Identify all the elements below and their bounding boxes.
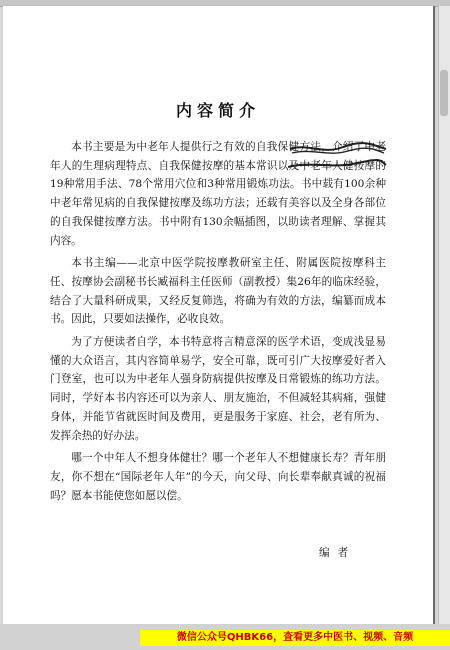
document-page — [3, 6, 433, 624]
paragraph-2: 本书主编——北京中医学院按摩教研室主任、附属医院按摩科主任、按摩协会副秘书长臧福科主任医师（副教授）集26年的临床经验，结合了大量科研成果，又经反复筛选，将确为有效的方法，编纂而成本书。因此，只要如法操作，必收良效。 — [50, 257, 386, 326]
paragraph-4: 哪一个中年人不想身体健壮？哪一个老年人不想健康长寿？青年朋友，你不想在“国际老年人年”的今天，向父母、向长辈奉献真诚的祝福吗？愿本书能使您如愿以偿。 — [50, 452, 386, 502]
page-edge — [433, 6, 435, 624]
page-title: 内容简介 — [175, 101, 260, 120]
scrollbar-thumb[interactable] — [440, 70, 448, 116]
body-text — [50, 138, 386, 509]
paragraph-3: 为了方便读者自学，本书特意将言精意深的医学术语，变成浅显易懂的大众语言，其内容简单易学，安全可靠，既可引广大按摩爱好者入门登室，也可以为中老年人强身防病提供按摩及日常锻炼的练功方法。同时，学好本书内容还可以为亲人、朋友施治，不但减轻其病痛，强健身体，并能节省就医时间及费用，更是服务于家庭、社会，老有所为、发挥余热的好办法。 — [50, 336, 386, 442]
paragraph-1: 本书主要是为中老年人提供行之有效的自我保健方法，介绍了中老年人的生理病理特点、自我保健按摩的基本常识以及中老年人健按摩的19种常用手法、78个常用穴位和3种常用锻炼功法。书中载有100余种中老年常见病的自我保健按摩及练功方法；还载有美容以及全身各部位的自我保健按摩方法。书中附有130余幅插图，以助读者理解、掌握其内容。 — [50, 141, 386, 247]
author-signature: 编者 — [319, 547, 357, 559]
watermark-banner: 微信公众号QHBK66，查看更多中医书、视频、音频 — [140, 630, 450, 646]
